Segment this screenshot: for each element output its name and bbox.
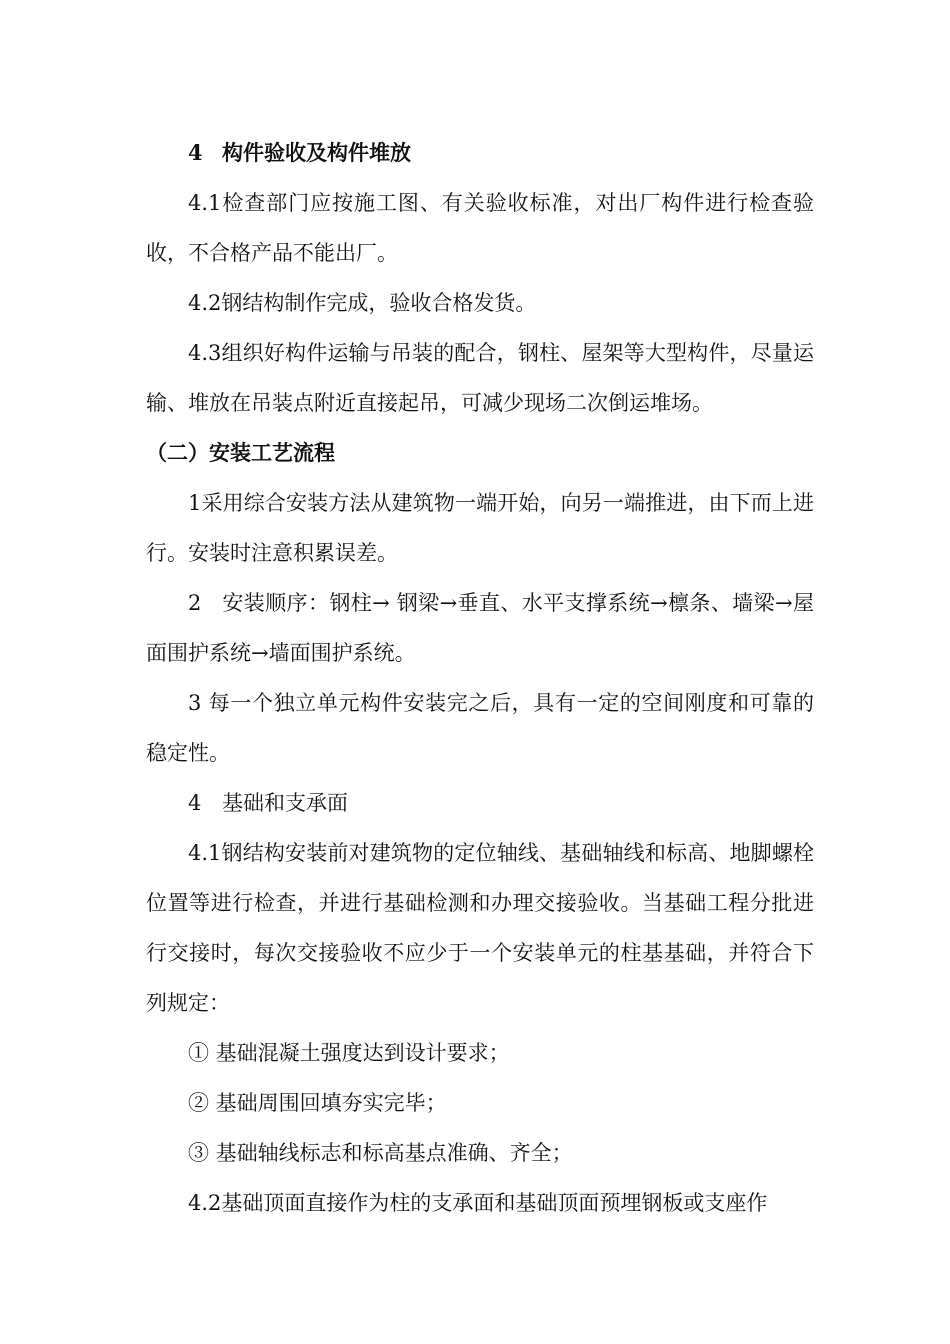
- list-item-1: ① 基础混凝土强度达到设计要求；: [188, 1041, 510, 1065]
- paragraph-4-foundation: [146, 778, 814, 828]
- paragraph-3-unit: 3 每一个独立单元构件安装完之后，具有一定的空间刚度和可靠的稳定性。: [146, 691, 814, 765]
- paragraph-4-1-foundation-check: 4.1钢结构安装前对建筑物的定位轴线、基础轴线和标高、地脚螺栓位置等进行检查，并进行基础检测和办理交接验收。当基础工程分批进行交接时，每次交接验收不应少于一个安装单元的柱基基础，并符合下列规定：: [146, 841, 814, 1015]
- paragraph-4-2-bearing-surface: 4.2基础顶面直接作为柱的支承面和基础顶面预埋钢板或支座作: [188, 1191, 768, 1215]
- item-text: 基础和支承面: [222, 791, 348, 815]
- paragraph-4-2-delivery: 4.2钢结构制作完成，验收合格发货。: [188, 291, 537, 315]
- paragraph-1-method: 1采用综合安装方法从建筑物一端开始，向另一端推进，由下而上进行。安装时注意积累误差。: [146, 491, 814, 565]
- paragraph-4-1-inspection: 4.1检查部门应按施工图、有关验收标准，对出厂构件进行检查验收，不合格产品不能出厂。: [146, 191, 814, 265]
- section-title: 构件验收及构件堆放: [222, 140, 411, 165]
- item-number: 4: [188, 791, 202, 815]
- item-number: 2: [188, 591, 202, 615]
- paragraph-2-sequence: [146, 578, 814, 678]
- list-item-2: ② 基础周围回填夯实完毕；: [188, 1091, 447, 1115]
- section-heading-install-process: （二）安装工艺流程: [146, 440, 335, 465]
- document-body: [146, 128, 814, 1228]
- section-heading-4: [146, 128, 814, 178]
- list-item-3: ③ 基础轴线标志和标高基点准确、齐全；: [188, 1141, 573, 1165]
- section-number: 4: [188, 140, 203, 165]
- paragraph-4-3-transport: 4.3组织好构件运输与吊装的配合，钢柱、屋架等大型构件，尽量运输、堆放在吊装点附近直接起吊，可减少现场二次倒运堆场。: [146, 341, 814, 415]
- item-text: 安装顺序：钢柱→ 钢梁→垂直、水平支撑系统→檩条、墙梁→屋面围护系统→墙面围护系统。: [146, 591, 814, 665]
